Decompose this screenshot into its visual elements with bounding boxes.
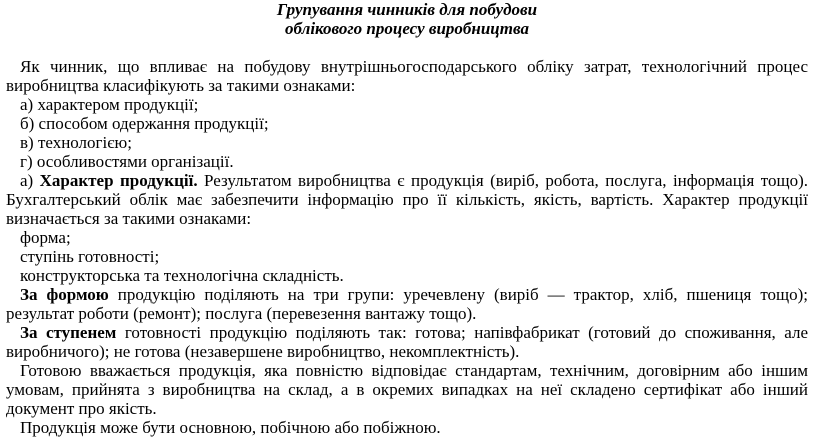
by-stage-text: готовності продукцію поділяють так: готова; напівфабрикат (готовий до споживання, але виробничого); не готова (незавершене виробництво, некомплектність).: [6, 323, 809, 361]
section-a-text: Результатом виробництва є продукція (виріб, робота, послуга, інформація тощо). Бухгалтерський облік має забезпечити інформацію про її кількість, якість, вартість. Характер продукції визначається за такими ознаками:: [6, 171, 808, 228]
document-title-line-2: облікового процесу виробництва: [285, 19, 529, 38]
section-a-heading: Характер продукції.: [39, 171, 198, 190]
document-title-line-1: Групування чинників для побудови: [276, 0, 538, 19]
criterion-item: г) особливостями організації.: [20, 152, 234, 171]
feature-item: ступінь готовності;: [20, 247, 160, 266]
by-form-paragraph: [6, 285, 808, 323]
criterion-item: а) характером продукції;: [20, 95, 199, 114]
section-a-paragraph: [6, 171, 808, 228]
by-form-heading: За формою: [20, 285, 109, 304]
intro-paragraph: Як чинник, що впливає на побудову внутрішньогосподарського обліку затрат, технологічний процес виробництва класифікують за такими ознаками:: [6, 57, 808, 95]
feature-item: конструкторська та технологічна складність.: [20, 266, 344, 285]
criterion-item: в) технологією;: [20, 133, 132, 152]
section-a-prefix: а): [20, 171, 40, 190]
criterion-item: б) способом одержання продукції;: [20, 114, 269, 133]
by-stage-paragraph: [6, 323, 808, 361]
feature-item: форма;: [20, 228, 71, 247]
by-form-text: продукцію поділяють на три групи: уречевлену (виріб — трактор, хліб, пшениця тощо); результат роботи (ремонт); послуга (перевезення вантажу тощо).: [6, 285, 809, 323]
by-stage-heading: За ступенем: [20, 323, 117, 342]
spacer: [6, 38, 808, 57]
finished-product-paragraph: Готовою вважається продукція, яка повністю відповідає стандартам, технічним, договірним або іншим умовам, прийнята з виробництва на склад, а в окремих випадках на неї складено сертифікат або інший документ про якість.: [6, 361, 808, 418]
product-types-paragraph: Продукція може бути основною, побічною або побіжною.: [20, 418, 441, 437]
